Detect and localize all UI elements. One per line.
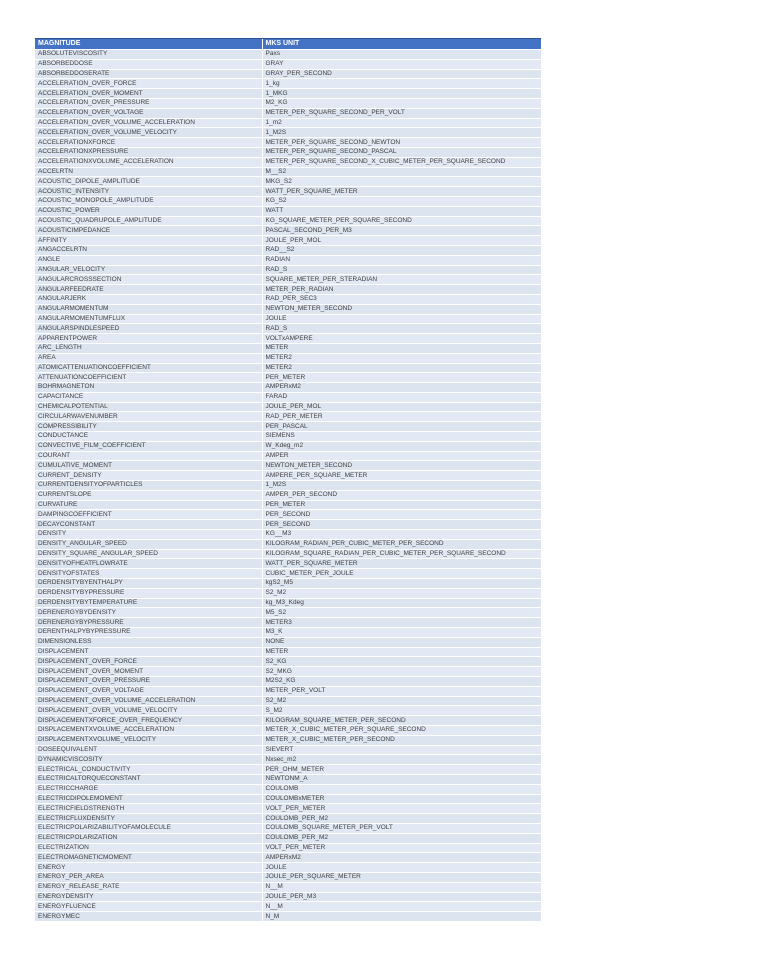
magnitude-cell: ANGULARSPINDLESPEED [35,324,262,334]
mks-unit-cell: RAD_S [262,265,541,275]
table-body [35,50,541,922]
mks-unit-cell: KILOGRAM_RADIAN_PER_CUBIC_METER_PER_SECOND [262,539,541,549]
table-row [35,814,541,824]
magnitude-cell: ACOUSTIC_DIPOLE_AMPLITUDE [35,177,262,187]
magnitude-cell: ACCELERATION_OVER_VOLUME_VELOCITY [35,128,262,138]
magnitude-cell: ENERGY_RELEASE_RATE [35,882,262,892]
magnitude-cell: DISPLACEMENT_OVER_VOLUME_ACCELERATION [35,696,262,706]
mks-unit-cell: S_M2 [262,706,541,716]
table-row [35,236,541,246]
magnitude-cell: ELECTRICFLUXDENSITY [35,814,262,824]
table-row [35,373,541,383]
mks-unit-cell: PER_SECOND [262,520,541,530]
mks-unit-cell: METER_PER_SQUARE_SECOND_PER_VOLT [262,108,541,118]
mks-unit-cell: PER_METER [262,373,541,383]
table-row [35,216,541,226]
magnitude-cell: ELECTRICDIPOLEMOMENT [35,794,262,804]
mks-unit-cell: S2_KG [262,657,541,667]
magnitude-cell: CURVATURE [35,500,262,510]
mks-unit-cell: KILOGRAM_SQUARE_METER_PER_SECOND [262,716,541,726]
magnitude-cell: ACOUSTIC_QUADRUPOLE_AMPLITUDE [35,216,262,226]
magnitude-cell: ABSORBEDDOSE [35,59,262,69]
table-row [35,471,541,481]
magnitude-cell: ENERGYMEC [35,912,262,922]
table-row [35,647,541,657]
mks-unit-cell: RAD_PER_SEC3 [262,294,541,304]
table-row [35,559,541,569]
mks-unit-cell: W_Kdeg_m2 [262,441,541,451]
magnitude-cell: ENERGYDENSITY [35,892,262,902]
magnitude-cell: DENSITYOFHEATFLOWRATE [35,559,262,569]
table-row [35,206,541,216]
mks-unit-cell: 1_kg [262,79,541,89]
magnitude-cell: ANGULARJERK [35,294,262,304]
magnitude-cell: ANGACCELRTN [35,245,262,255]
magnitude-cell: ENERGY_PER_AREA [35,872,262,882]
magnitude-cell: DISPLACEMENTXVOLUME_ACCELERATION [35,725,262,735]
mks-unit-cell: JOULE [262,863,541,873]
table-row [35,706,541,716]
table-row [35,872,541,882]
table-row [35,882,541,892]
magnitude-cell: ACOUSTIC_POWER [35,206,262,216]
magnitude-cell: ELECTROMAGNETICMOMENT [35,853,262,863]
magnitude-cell: ACCELERATION_OVER_MOMENT [35,89,262,99]
table-row [35,343,541,353]
mks-unit-cell: 1_MKG [262,89,541,99]
table-row [35,892,541,902]
table-row [35,275,541,285]
table-row [35,530,541,540]
table-row [35,422,541,432]
mks-unit-cell: SIEMENS [262,432,541,442]
mks-unit-cell: NEWTON_METER_SECOND [262,304,541,314]
table-row [35,265,541,275]
magnitude-cell: ACOUSTIC_MONOPOLE_AMPLITUDE [35,196,262,206]
mks-unit-cell: METER [262,343,541,353]
magnitude-cell: ACCELERATION_OVER_PRESSURE [35,98,262,108]
magnitude-cell: DISPLACEMENTXFORCE_OVER_FREQUENCY [35,716,262,726]
mks-unit-cell: COULOMBxMETER [262,794,541,804]
mks-unit-cell: METER3 [262,618,541,628]
mks-unit-cell: PER_METER [262,500,541,510]
table-row [35,402,541,412]
table-row [35,833,541,843]
mks-unit-cell: METER2 [262,363,541,373]
table-row [35,363,541,373]
mks-unit-cell: JOULE_PER_SQUARE_METER [262,872,541,882]
table-row [35,79,541,89]
magnitude-cell: ATOMICATTENUATIONCOEFFICIENT [35,363,262,373]
magnitude-cell: DISPLACEMENTXVOLUME_VELOCITY [35,735,262,745]
magnitude-cell: DERDENSITYBYENTHALPY [35,579,262,589]
magnitude-cell: CONVECTIVE_FILM_COEFFICIENT [35,441,262,451]
mks-unit-cell: VOLT_PER_METER [262,843,541,853]
table-row [35,334,541,344]
table-row [35,147,541,157]
magnitude-cell: APPARENTPOWER [35,334,262,344]
table-row [35,804,541,814]
table-row [35,314,541,324]
mks-unit-cell: 1_m2 [262,118,541,128]
table-row [35,598,541,608]
table-row [35,432,541,442]
mks-unit-cell: NEWTONM_A [262,774,541,784]
table-row [35,118,541,128]
table-row [35,412,541,422]
magnitude-cell: COMPRESSIBILITY [35,422,262,432]
table-row [35,618,541,628]
mks-unit-cell: PER_OHM_METER [262,765,541,775]
mks-unit-cell: PER_SECOND [262,510,541,520]
mks-unit-cell: KG__M3 [262,530,541,540]
mks-unit-cell: CUBIC_METER_PER_JOULE [262,569,541,579]
table-row [35,579,541,589]
table-row [35,226,541,236]
mks-unit-cell: VOLT_PER_METER [262,804,541,814]
mks-unit-cell: METER_X_CUBIC_METER_PER_SQUARE_SECOND [262,725,541,735]
table-row [35,823,541,833]
table-row [35,481,541,491]
mks-unit-cell: SQUARE_METER_PER_STERADIAN [262,275,541,285]
magnitude-cell: DISPLACEMENT_OVER_MOMENT [35,667,262,677]
mks-unit-cell: KG_S2 [262,196,541,206]
column-header-magnitude: MAGNITUDE [35,39,262,50]
magnitude-cell: CAPACITANCE [35,392,262,402]
table-row [35,912,541,922]
table-row [35,745,541,755]
mks-unit-cell: METER_PER_SQUARE_SECOND_X_CUBIC_METER_PER_SQUARE_SECOND [262,157,541,167]
mks-unit-cell: N__M [262,882,541,892]
magnitude-cell: ENERGYFLUENCE [35,902,262,912]
magnitude-cell: CHEMICALPOTENTIAL [35,402,262,412]
magnitude-cell: ELECTRICAL_CONDUCTIVITY [35,765,262,775]
magnitude-cell: ANGULARMOMENTUM [35,304,262,314]
magnitude-cell: ACCELERATIONXPRESSURE [35,147,262,157]
magnitude-cell: ABSOLUTEVISCOSITY [35,50,262,60]
table-row [35,441,541,451]
magnitude-cell: DENSITY [35,530,262,540]
mks-unit-cell: WATT [262,206,541,216]
table-row [35,157,541,167]
mks-unit-cell: FARAD [262,392,541,402]
magnitude-cell: ACCELERATIONXFORCE [35,138,262,148]
mks-unit-cell: JOULE_PER_MOL [262,236,541,246]
table-row [35,794,541,804]
table-row [35,167,541,177]
table-row [35,843,541,853]
magnitude-cell: ACOUSTIC_INTENSITY [35,187,262,197]
mks-unit-cell: NEWTON_METER_SECOND [262,461,541,471]
mks-unit-cell: AMPER_PER_SECOND [262,490,541,500]
magnitude-cell: ACCELERATION_OVER_FORCE [35,79,262,89]
mks-unit-cell: Paxs [262,50,541,60]
mks-unit-cell: WATT_PER_SQUARE_METER [262,187,541,197]
magnitude-cell: ELECTRICALTORQUECONSTANT [35,774,262,784]
magnitude-cell: ACCELERATIONXVOLUME_ACCELERATION [35,157,262,167]
table-row [35,657,541,667]
table-row [35,500,541,510]
magnitude-cell: DERENTHALPYBYPRESSURE [35,628,262,638]
table-row [35,520,541,530]
mks-unit-cell: N__M [262,902,541,912]
table-row [35,608,541,618]
magnitude-cell: ELECTRICPOLARIZABILITYOFAMOLECULE [35,823,262,833]
mks-unit-cell: METER_PER_SQUARE_SECOND_PASCAL [262,147,541,157]
magnitude-cell: ANGULAR_VELOCITY [35,265,262,275]
magnitude-cell: ACOUSTICIMPEDANCE [35,226,262,236]
mks-unit-cell: Nxsec_m2 [262,755,541,765]
magnitude-cell: DIMENSIONLESS [35,637,262,647]
mks-unit-cell: GRAY [262,59,541,69]
mks-unit-cell: M2S2_KG [262,677,541,687]
magnitude-cell: AREA [35,353,262,363]
magnitude-cell: ELECTRIZATION [35,843,262,853]
mks-unit-cell: PER_PASCAL [262,422,541,432]
magnitude-cell: CURRENT_DENSITY [35,471,262,481]
table-row [35,138,541,148]
magnitude-cell: ELECTRICPOLARIZATION [35,833,262,843]
magnitude-cell: ELECTRICCHARGE [35,784,262,794]
mks-unit-cell: kg_M3_Kdeg [262,598,541,608]
magnitude-cell: ANGULARFEEDRATE [35,285,262,295]
mks-unit-cell: KG_SQUARE_METER_PER_SQUARE_SECOND [262,216,541,226]
magnitude-cell: ANGLE [35,255,262,265]
magnitude-cell: CURRENTDENSITYOFPARTICLES [35,481,262,491]
mks-unit-cell: SIEVERT [262,745,541,755]
column-header-mks-unit: MKS UNIT [262,39,541,50]
mks-unit-cell: S2_M2 [262,588,541,598]
mks-unit-cell: COULOMB_PER_M2 [262,814,541,824]
table-row [35,863,541,873]
mks-unit-cell: KILOGRAM_SQUARE_RADIAN_PER_CUBIC_METER_PER_SQUARE_SECOND [262,549,541,559]
table-row [35,784,541,794]
units-table [35,38,541,921]
mks-unit-cell: kgS2_M5 [262,579,541,589]
table-row [35,902,541,912]
magnitude-cell: DENSITYOFSTATES [35,569,262,579]
mks-unit-cell: M3_K [262,628,541,638]
mks-unit-cell: METER_PER_VOLT [262,686,541,696]
table-row [35,324,541,334]
mks-unit-cell: VOLTxAMPERE [262,334,541,344]
table-row [35,98,541,108]
table-row [35,569,541,579]
magnitude-cell: ANGULARMOMENTUMFLUX [35,314,262,324]
mks-unit-cell: AMPER [262,451,541,461]
magnitude-cell: AFFINITY [35,236,262,246]
table-row [35,696,541,706]
table-row [35,725,541,735]
magnitude-cell: DYNAMICVISCOSITY [35,755,262,765]
mks-unit-cell: S2_MKG [262,667,541,677]
magnitude-cell: DOSEEQUIVALENT [35,745,262,755]
table-row [35,755,541,765]
table-row [35,59,541,69]
magnitude-cell: DENSITY_ANGULAR_SPEED [35,539,262,549]
table-row [35,588,541,598]
magnitude-cell: DISPLACEMENT_OVER_FORCE [35,657,262,667]
table-row [35,628,541,638]
table-row [35,686,541,696]
mks-unit-cell: JOULE_PER_M3 [262,892,541,902]
mks-unit-cell: M5_S2 [262,608,541,618]
magnitude-cell: DERDENSITYBYPRESSURE [35,588,262,598]
table-row [35,108,541,118]
table-row [35,294,541,304]
mks-unit-cell: M2_KG [262,98,541,108]
table-row [35,69,541,79]
magnitude-cell: CONDUCTANCE [35,432,262,442]
table-row [35,549,541,559]
mks-unit-cell: METER_X_CUBIC_METER_PER_SECOND [262,735,541,745]
magnitude-cell: COURANT [35,451,262,461]
table-row [35,383,541,393]
table-row [35,285,541,295]
table-row [35,196,541,206]
table-row [35,89,541,99]
mks-unit-cell: AMPERxM2 [262,853,541,863]
table-header-row [35,39,541,50]
table-row [35,245,541,255]
table-row [35,50,541,60]
magnitude-cell: DISPLACEMENT_OVER_PRESSURE [35,677,262,687]
mks-unit-cell: AMPERxM2 [262,383,541,393]
table-row [35,637,541,647]
magnitude-cell: ACCELRTN [35,167,262,177]
mks-unit-cell: RAD_PER_METER [262,412,541,422]
mks-unit-cell: COULOMB_SQUARE_METER_PER_VOLT [262,823,541,833]
magnitude-cell: ABSORBEDDOSERATE [35,69,262,79]
table-row [35,539,541,549]
table-row [35,255,541,265]
magnitude-cell: DERENERGYBYDENSITY [35,608,262,618]
table-row [35,510,541,520]
mks-unit-cell: WATT_PER_SQUARE_METER [262,559,541,569]
mks-unit-cell: RADIAN [262,255,541,265]
mks-unit-cell: RAD__S2 [262,245,541,255]
magnitude-cell: ELECTRICFIELDSTRENGTH [35,804,262,814]
mks-unit-cell: NONE [262,637,541,647]
magnitude-cell: DERDENSITYBYTEMPERATURE [35,598,262,608]
table-row [35,853,541,863]
table-row [35,177,541,187]
magnitude-cell: ACCELERATION_OVER_VOLTAGE [35,108,262,118]
table-row [35,765,541,775]
mks-unit-cell: M__S2 [262,167,541,177]
magnitude-cell: DAMPINGCOEFFICIENT [35,510,262,520]
table-row [35,304,541,314]
magnitude-cell: DISPLACEMENT_OVER_VOLUME_VELOCITY [35,706,262,716]
magnitude-cell: DERENERGYBYPRESSURE [35,618,262,628]
table-row [35,187,541,197]
mks-unit-cell: MKG_S2 [262,177,541,187]
magnitude-cell: BOHRMAGNETON [35,383,262,393]
mks-unit-cell: PASCAL_SECOND_PER_M3 [262,226,541,236]
magnitude-cell: DISPLACEMENT_OVER_VOLTAGE [35,686,262,696]
mks-unit-cell: AMPERE_PER_SQUARE_METER [262,471,541,481]
table-row [35,677,541,687]
magnitude-cell: CUMULATIVE_MOMENT [35,461,262,471]
magnitude-cell: ATTENUATIONCOEFFICIENT [35,373,262,383]
mks-unit-cell: 1_M2S [262,481,541,491]
magnitude-cell: ANGULARCROSSSECTION [35,275,262,285]
table-row [35,353,541,363]
table-row [35,451,541,461]
magnitude-cell: CURRENTSLOPE [35,490,262,500]
mks-unit-cell: METER_PER_RADIAN [262,285,541,295]
magnitude-cell: ARC_LENGTH [35,343,262,353]
mks-unit-cell: RAD_S [262,324,541,334]
magnitude-cell: DISPLACEMENT [35,647,262,657]
mks-unit-cell: N_M [262,912,541,922]
magnitude-cell: ACCELERATION_OVER_VOLUME_ACCELERATION [35,118,262,128]
mks-unit-cell: METER_PER_SQUARE_SECOND_NEWTON [262,138,541,148]
table-row [35,735,541,745]
mks-unit-cell: JOULE_PER_MOL [262,402,541,412]
table-row [35,392,541,402]
magnitude-cell: ENERGY [35,863,262,873]
table-row [35,774,541,784]
mks-unit-cell: COULOMB_PER_M2 [262,833,541,843]
table-row [35,716,541,726]
table-row [35,128,541,138]
magnitude-cell: DECAYCONSTANT [35,520,262,530]
mks-unit-cell: METER2 [262,353,541,363]
mks-unit-cell: 1_M2S [262,128,541,138]
mks-unit-cell: METER [262,647,541,657]
mks-unit-cell: JOULE [262,314,541,324]
mks-unit-cell: GRAY_PER_SECOND [262,69,541,79]
mks-unit-cell: S2_M2 [262,696,541,706]
magnitude-cell: DENSITY_SQUARE_ANGULAR_SPEED [35,549,262,559]
mks-unit-cell: COULOMB [262,784,541,794]
magnitude-cell: CIRCULARWAVENUMBER [35,412,262,422]
table-row [35,490,541,500]
table-row [35,667,541,677]
table-row [35,461,541,471]
